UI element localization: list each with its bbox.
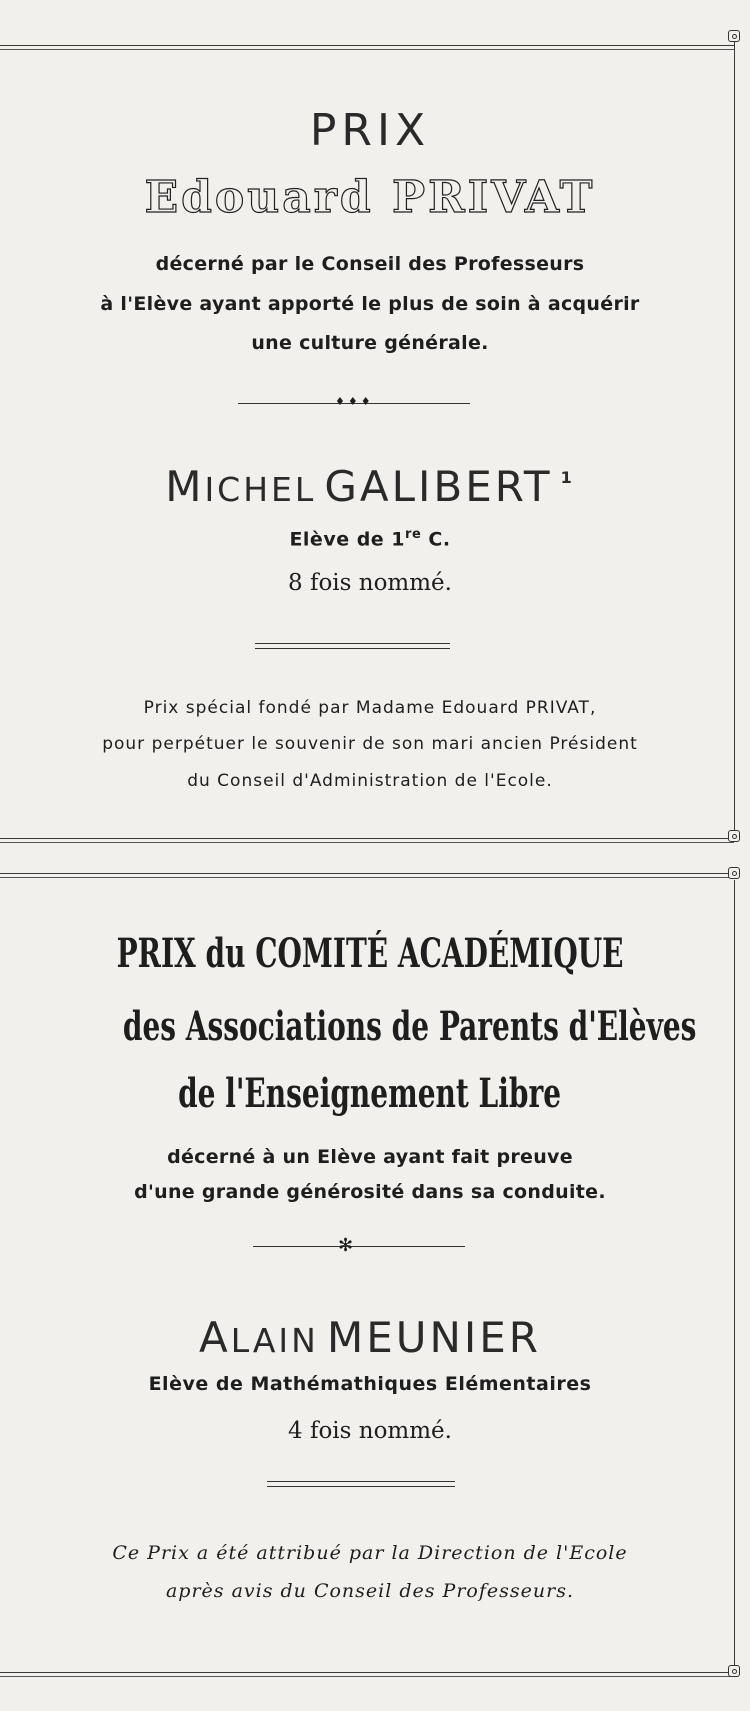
- prize2-note-2: après avis du Conseil des Professeurs.: [165, 1580, 574, 1602]
- double-rule-1: [255, 643, 450, 649]
- laureate1-name: MICHEL GALIBERT $^1$: [165, 462, 575, 511]
- laureate2-mentions: 4 fois nommé.: [288, 1418, 452, 1444]
- prize1-note-2: pour perpétuer le souvenir de son mari ancien Président: [102, 734, 638, 754]
- prize2-desc-1: décerné à un Elève ayant fait preuve: [167, 1146, 573, 1168]
- prize2-title-1-wrap: [0, 930, 740, 977]
- double-rule-2: [267, 1481, 455, 1487]
- section-divider-lower: [0, 873, 734, 874]
- section-divider-lower-inner: [0, 877, 734, 878]
- prize1-desc-1: décerné par le Conseil des Professeurs: [155, 253, 585, 275]
- prize1-name-wrap: [0, 172, 740, 223]
- prize2-title-3: de l'Enseignement Libre: [178, 1070, 562, 1117]
- prize1-desc-2: à l'Elève ayant apporté le plus de soin à acquérir: [100, 293, 640, 315]
- bottom-border: [0, 1672, 734, 1673]
- corner-ornament-mid-2: [728, 867, 740, 879]
- section-divider-upper: [0, 838, 734, 839]
- bottom-border-inner: [0, 1676, 734, 1677]
- corner-ornament-top: [728, 30, 740, 42]
- laureate1-mentions: 8 fois nommé.: [288, 570, 452, 596]
- prize2-title-3-wrap: [0, 1070, 740, 1117]
- prize1-name: Edouard PRIVAT: [144, 172, 596, 223]
- prize2-note-1: Ce Prix a été attribué par la Direction de l'Ecole: [112, 1542, 628, 1564]
- laureate2-class: Elève de Mathémathiques Elémentaires: [148, 1373, 592, 1395]
- prize2-desc-2: d'une grande générosité dans sa conduite.: [134, 1181, 606, 1203]
- footnote-marker: 1: [560, 468, 575, 487]
- prize1-heading: PRIX: [309, 105, 431, 156]
- ornament-diamonds-1: ♦♦♦: [335, 395, 374, 408]
- prize2-title-1: PRIX du COMITÉ ACADÉMIQUE: [116, 930, 624, 977]
- top-border: [0, 45, 734, 46]
- prize2-title-2-wrap: [0, 1003, 740, 1050]
- ornament-star-2: ✻: [338, 1235, 354, 1256]
- section-divider-upper-inner: [0, 842, 734, 843]
- corner-ornament-mid-1: [728, 830, 740, 842]
- laureate1-class: Elève de 1re C.: [289, 527, 451, 551]
- top-border-inner: [0, 49, 734, 50]
- prize1-note-3: du Conseil d'Administration de l'Ecole.: [187, 771, 553, 791]
- ornament-divider-2: [253, 1246, 465, 1247]
- laureate2-name: ALAIN MEUNIER: [198, 1313, 541, 1362]
- prize1-note-1: Prix spécial fondé par Madame Edouard PRIVAT,: [143, 698, 597, 718]
- corner-ornament-bottom: [728, 1665, 740, 1677]
- prize2-title-2: des Associations de Parents d'Elèves: [122, 1003, 697, 1050]
- prize1-desc-3: une culture générale.: [251, 332, 489, 354]
